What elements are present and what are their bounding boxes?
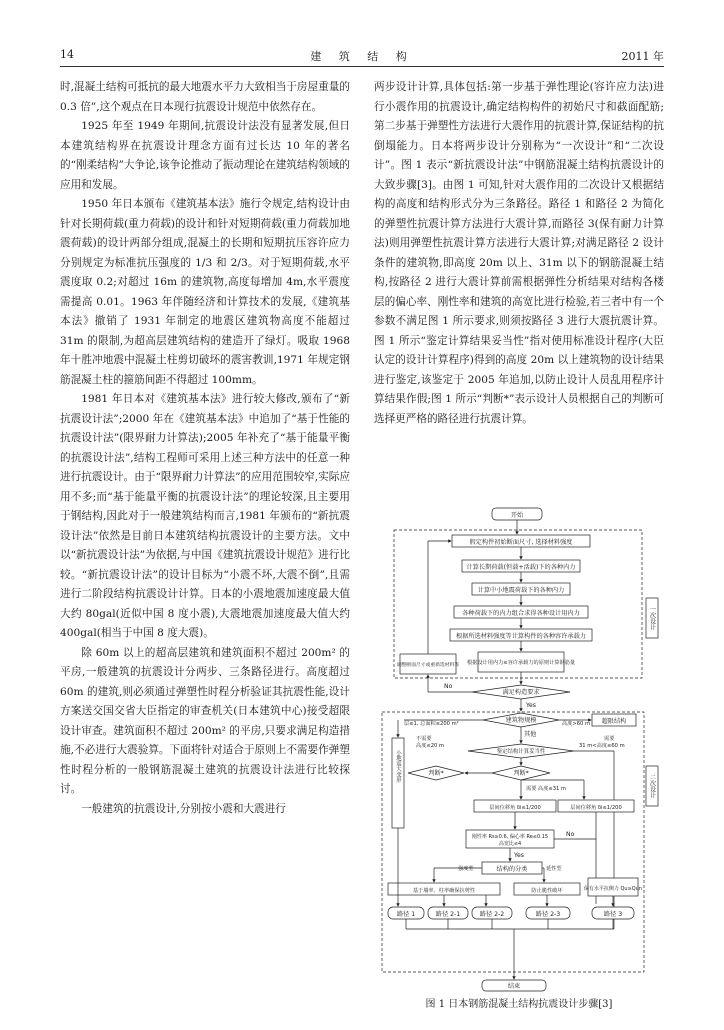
shear-text: 基于墙率、柱率确保抗剪性 — [412, 888, 476, 894]
classify-text: 结构的分类 — [496, 866, 528, 873]
hb-text: 高宽比≤4 — [498, 841, 522, 847]
header-rule — [60, 66, 664, 67]
left-column — [60, 78, 350, 819]
decision-text: 满足构造要求 — [502, 689, 540, 696]
page-header — [60, 48, 664, 66]
step-text: 根据设计用内力≤容许承载力的原则计算钢筋量 — [466, 660, 576, 666]
route-text: 路径 3 — [603, 911, 623, 918]
yes-label: Yes — [526, 702, 536, 709]
decision-text: 建筑物规模 — [505, 717, 537, 724]
page-number: 14 — [60, 48, 74, 61]
paragraph: 1925 年至 1949 年期间,抗震设计法没有显著发展,但日本建筑结构界在抗震设计理念方面有过长达 10 年的著名的“刚柔结构”大争论,该争论推动了振动理论在建筑结构领域的应用和发展。 — [60, 120, 350, 191]
condition-text: 层≤1, 总面积≤200 m² — [404, 721, 459, 727]
first-design-label: 一次设计 — [648, 606, 656, 630]
paragraph: 两步设计计算,具体包括:第一步基于弹性理论(容许应力法)进行小震作用的抗震设计,确定结构构件的初始尺寸和截面配筋;第二步基于弹塑性方法进行大震作用的抗震计算,保证结构的抗倒塌能力。日本将两步设计分别称为“一次设计”和“二次设计”。图 1 表示“新抗震设计法”中钢筋混凝土结构抗震设计的大致步骤[3]。由图 1 可知,针对大震作用的二次设计又根据结构的高度和结构形式分为三条路径。路径 1 和路径 2 为简化的弹塑性抗震计算方法进行大震计算,而路径 3(保有耐力计算法)则用弹塑性抗震计算方法进行大震计算;对满足路径 2 设计条件的建筑物,即高度 20m 以上、31m 以下的钢筋混凝土结构,按路径 2 进行大震计算前需根据弹性分析结果对结构各楼层的偏心率、刚性率和建筑的高宽比进行检验,若三者中有一个参数不满足图 1 所示要求,则须按路径 3 进行大震抗震计算。图 1 所示“鉴定计算结果妥当性”指对使用标准设计程序(大臣认定的设计计算程序)得到的高度 20m 以上建筑物的设计结果进行鉴定,该鉴定于 2005 年追加,以防止设计人员乱用程序计算结果作假;图 1 所示“判断*”表示设计人员根据自己的判断可选择更严格的路径进行抗震计算。 — [374, 81, 664, 425]
drift-text: 层间位移角 δi≤1/200 — [570, 805, 622, 811]
decision-text: 鉴定结构计算妥当性 — [496, 749, 546, 755]
paragraph: 一般建筑的抗震设计,分别按小震和大震进行 — [81, 802, 286, 815]
step-text: 各种荷载下的内力组合求得各种设计用内力 — [462, 610, 580, 617]
paragraph: 除 60m 以上的超高层建筑和建筑面积不超过 200m² 的平房,一般建筑的抗震设计分两步、三条路径进行。高度超过 60m 的建筑,则必须通过弹塑性时程分析验证其抗震性能,设计方案送交国交省大臣指定的审查机关(日本建筑中心)接受超限设计审查。建筑面积不超过 200m² 的平房,只要求满足构造措施,不必进行大震验算。下面将针对适合于原则上不需要作弹塑性时程分析的一般钢筋混凝土建筑的抗震设计法进行比较探讨。 — [60, 646, 350, 795]
flowchart-figure — [374, 506, 664, 1030]
route-text: 路径 1 — [396, 911, 416, 918]
right-column — [374, 78, 664, 429]
condition-text: 需要 高度≤31 m — [526, 786, 567, 792]
issue-year: 2011 年 — [621, 50, 664, 63]
route-text: 路径 2-3 — [535, 911, 561, 918]
decision-text: 判断* — [428, 770, 444, 777]
adjust-text: 调整断面尺寸或重新选材料等 — [396, 663, 460, 668]
step-text: 假定构件初始断面尺寸, 选择材料强度 — [469, 539, 573, 546]
second-design-label: 二次设计 — [648, 774, 656, 798]
end-text: 结束 — [507, 983, 521, 990]
condition-text: 不需要 — [416, 736, 432, 742]
drift-text: 层间位移角 δi≤1/200 — [489, 805, 541, 811]
small-quake-text: 小地震大变形 — [395, 750, 401, 783]
no-label: No — [566, 831, 575, 838]
no-label: No — [444, 683, 453, 690]
paragraph: 1981 年日本对《建筑基本法》进行较大修改,颁布了“新抗震设计法”;2000 年在《建筑基本法》中追加了“基于性能的抗震设计法”(限界耐力计算法);2005 年补充了“基于能量平衡的抗震设计法”,结构工程师可采用上述三种方法中的任意一种进行抗震设计。由于“限界耐力计算法”的应用范围较窄,实际应用不多;而“基于能量平衡的抗震设计法”的理论较深,且主要用于钢结构,因此对于一般建筑结构而言,1981 年颁布的“新抗震设计法”依然是目前日本建筑结构抗震设计的主要方法。文中以“新抗震设计法”为依据,与中国《建筑抗震设计规范》进行比较。“新抗震设计法”的设计目标为“小震不坏,大震不倒”,且需进行二阶段结构抗震设计计算。日本的小震地震加速度最大值大约 80gal(近似中国 8 度小震),大震地震加速度最大值大约 400gal(相当于中国 8 度大震)。 — [60, 393, 350, 639]
step-text: 根据所选材料强度等计算构件的各种容许承载力 — [456, 633, 586, 640]
stiff-text: 刚性率 Rs≥0.6, 偏心率 Re≤0.15 — [471, 834, 549, 840]
start-text: 开始 — [510, 512, 524, 519]
branch-label: 强度型 — [458, 866, 474, 872]
step-text: 计算长期荷载(恒载+活载)下的各种内力 — [466, 564, 576, 571]
yes-label: Yes — [514, 852, 524, 859]
journal-title: 建 筑 结 构 — [310, 50, 414, 63]
paragraph: 时,混凝土结构可抵抗的最大地震水平力大致相当于房屋重量的 0.3 倍”,这个观点在日本现行抗震设计规范中依然存在。 — [60, 81, 350, 113]
condition-text: 31 m<高度≤60 m — [579, 743, 625, 749]
branch-label: 延性型 — [546, 866, 562, 872]
condition-text: 高度≤20 m — [416, 743, 445, 749]
condition-text: 需要 — [604, 736, 615, 742]
paragraph: 1950 年日本颁布《建筑基本法》施行令规定,结构设计由针对长期荷载(重力荷载)的设计和针对短期荷载(重力荷载加地震荷载)的设计两部分组成,混凝土的长期和短期抗压容许应力分别规定为标准抗压强度的 1/3 和 2/3。对于短期荷载,水平震度取 0.2;对超过 16m 的建筑物,高度每增加 4m,水平震度需提高 0.01。1963 年伴随经济和计算技术的发展,《建筑基本法》撤销了 1931 年制定的地震区建筑物高度不能超过 31m 的限制,为超高层建筑结构的建造开了绿灯。吸取 1968 年十胜冲地震中混凝土柱剪切破坏的震害教训,1971 年规定钢筋混凝土柱的箍筋间距不得超过 100mm。 — [60, 198, 350, 386]
route-text: 路径 2-1 — [435, 911, 461, 918]
decision-text: 判断* — [513, 770, 529, 777]
step-text: 计算中小地震荷载下的各种内力 — [477, 587, 565, 594]
figure-caption: 图 1 日本钢筋混凝土结构抗震设计步骤[3] — [425, 999, 613, 1010]
route-text: 路径 2-2 — [479, 911, 505, 918]
qu-text: 保有水平抗侧力 Qu≥Qun — [583, 886, 643, 892]
superhigh-text: 超限结构 — [601, 718, 627, 725]
other-label: 其他 — [524, 731, 537, 738]
condition-text: 高度>60 m — [562, 721, 591, 727]
prevent-text: 防止脆性破坏 — [531, 888, 563, 894]
